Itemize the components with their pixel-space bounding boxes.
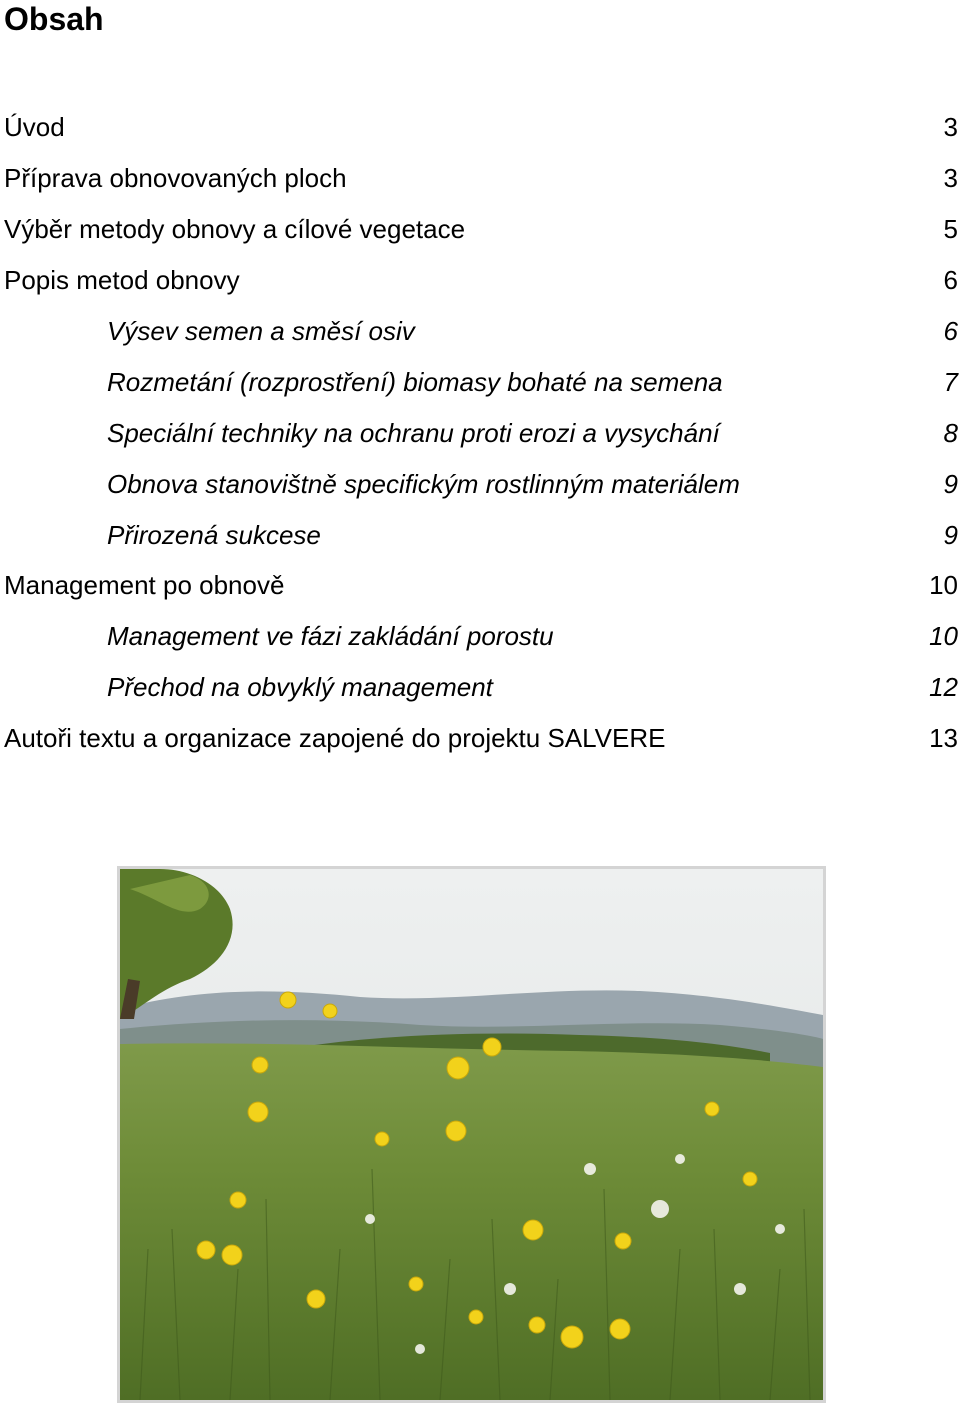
toc-entry-label: Příprava obnovovaných ploch xyxy=(4,163,347,194)
toc-entry-vyber-metody[interactable] xyxy=(4,204,960,255)
toc-entry-page: 3 xyxy=(943,112,958,143)
toc-entry-obnova-stanovistne[interactable] xyxy=(4,458,960,509)
toc-entry-page: 12 xyxy=(929,672,958,703)
toc-entry-label: Rozmetání (rozprostření) biomasy bohaté na semena xyxy=(107,366,723,397)
toc-entry-page: 6 xyxy=(943,316,958,346)
toc-entry-label: Popis metod obnovy xyxy=(4,265,240,296)
toc-entry-page: 3 xyxy=(943,163,958,194)
toc-entry-page: 9 xyxy=(943,519,958,550)
meadow-photo xyxy=(117,866,826,1403)
toc-entry-vysev[interactable] xyxy=(4,306,960,357)
toc-entry-rozmetani[interactable] xyxy=(4,356,960,407)
page-title: Obsah xyxy=(4,1,104,37)
toc-entry-page: 7 xyxy=(943,366,958,397)
toc-entry-prirozena-sukcese[interactable] xyxy=(4,509,960,560)
toc-entry-label: Obnova stanovištně specifickým rostlinným materiálem xyxy=(107,468,740,499)
toc-entry-label: Speciální techniky na ochranu proti erozi a vysychání xyxy=(107,417,720,448)
toc-entry-page: 8 xyxy=(943,417,958,448)
meadow-illustration xyxy=(120,869,823,1400)
toc-entry-label: Přechod na obvyklý management xyxy=(107,672,493,703)
toc-entry-page: 13 xyxy=(929,723,958,754)
toc-entry-label: Výsev semen a směsí osiv xyxy=(107,316,415,346)
toc-entry-label: Autoři textu a organizace zapojené do projektu SALVERE xyxy=(4,723,666,754)
toc-entry-page: 10 xyxy=(929,570,958,601)
toc-entry-prechod[interactable] xyxy=(4,662,960,713)
toc-entry-label: Přirozená sukcese xyxy=(107,519,321,550)
toc-entry-priprava[interactable] xyxy=(4,153,960,204)
toc-entry-label: Management po obnově xyxy=(4,570,285,601)
toc-entry-label: Management ve fázi zakládání porostu xyxy=(107,621,554,652)
toc-entry-popis-metod[interactable] xyxy=(4,255,960,306)
toc-entry-management-po-obnove[interactable] xyxy=(4,560,960,611)
toc-entry-page: 5 xyxy=(943,214,958,245)
toc-entry-page: 9 xyxy=(943,468,958,499)
toc-entry-label: Výběr metody obnovy a cílové vegetace xyxy=(4,214,466,245)
toc-entry-management-zakladani[interactable] xyxy=(4,611,960,662)
toc-entry-page: 10 xyxy=(929,621,958,652)
toc-entry-label: Úvod xyxy=(4,112,65,143)
toc-entry-autori[interactable] xyxy=(4,713,960,764)
table-of-contents xyxy=(4,102,960,764)
toc-entry-page: 6 xyxy=(943,265,958,296)
toc-entry-uvod[interactable] xyxy=(4,102,960,153)
toc-entry-specialni-techniky[interactable] xyxy=(4,407,960,458)
